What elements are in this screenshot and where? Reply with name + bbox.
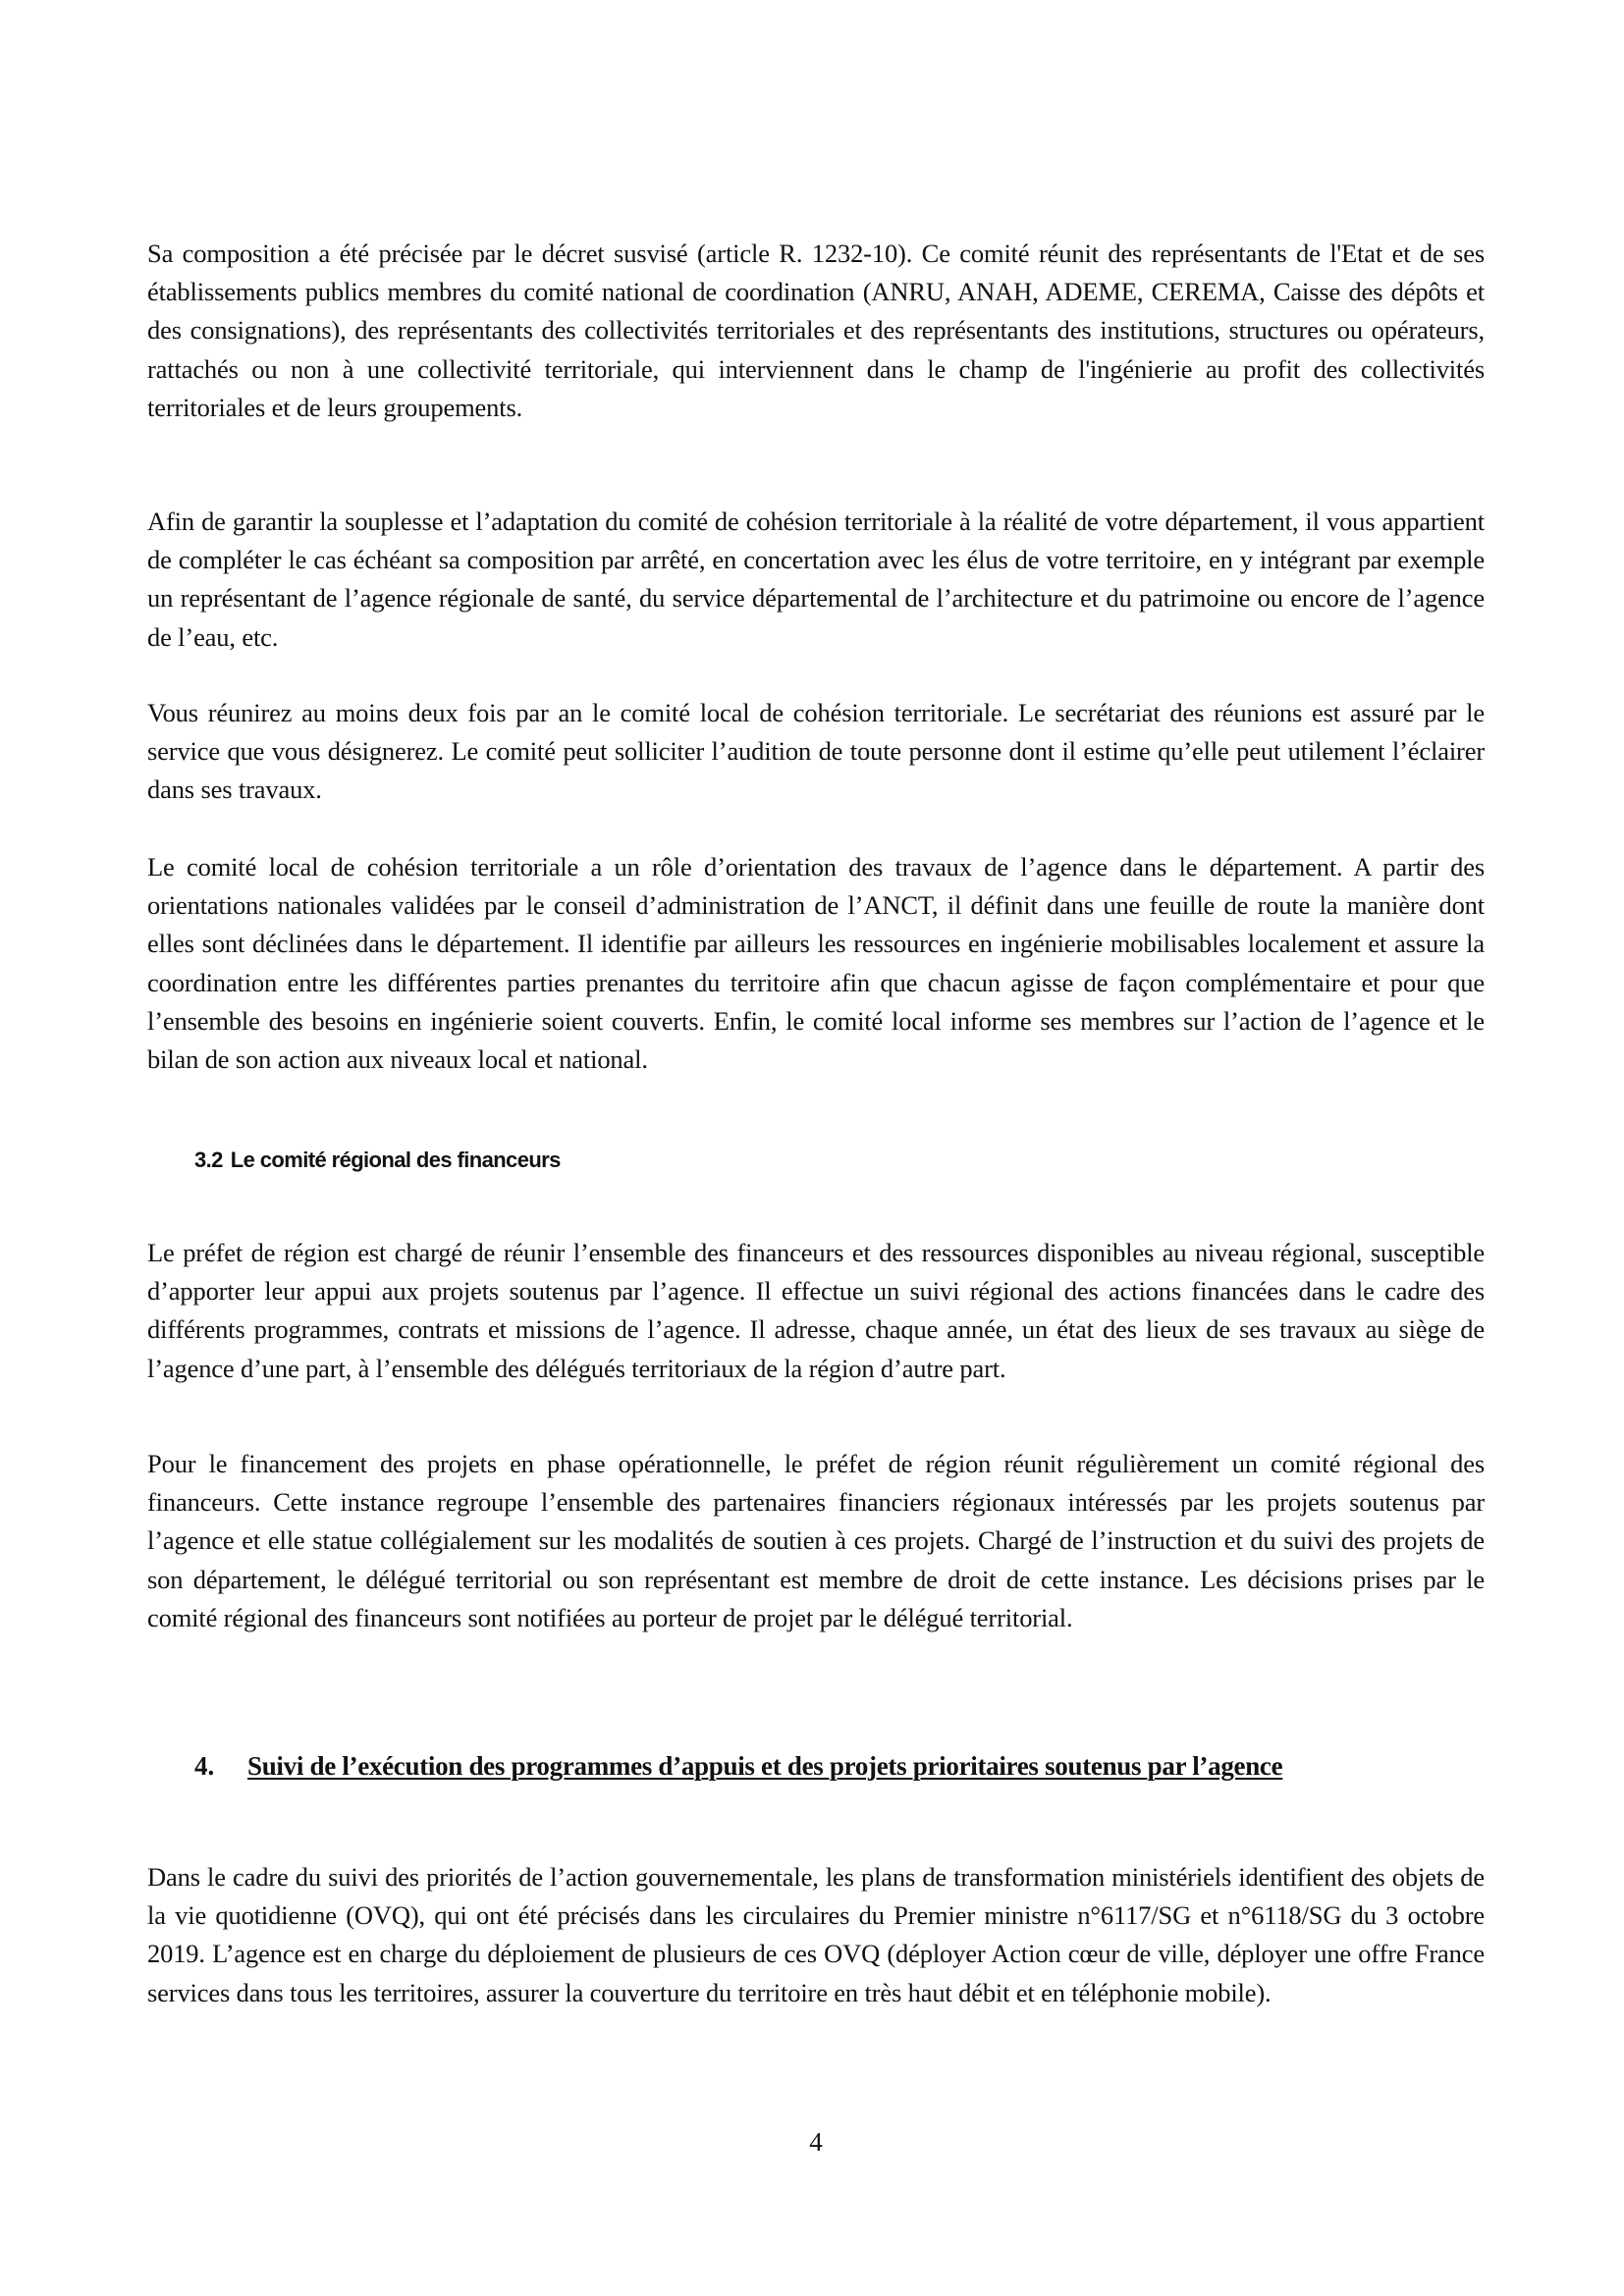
paragraph-financement: Pour le financement des projets en phase opérationnelle, le préfet de région réunit régulièrement un comité régional des financeurs. Cette instance regroupe l’ensemble des partenaires financiers régionaux intéressés par les projets soutenus par l’agence et elle statue collégialement sur les modalités de soutien à ces projets. Chargé de l’instruction et du suivi des projets de son département, le délégué territorial ou son représentant est membre de droit de cette instance. Les décisions prises par le comité régional des financeurs sont notifiées au porteur de projet par le délégué territorial. [147, 1449, 1485, 1632]
paragraph-souplesse: Afin de garantir la souplesse et l’adaptation du comité de cohésion territoriale à la réalité de votre département, il vous appartient de compléter le cas échéant sa composition par arrêté, en concertation avec les élus de votre territoire, en y intégrant par exemple un représentant de l’agence régionale de santé, du service départemental de l’architecture et du patrimoine ou encore de l’agence de l’eau, etc. [147, 507, 1485, 652]
paragraph-reunions: Vous réunirez au moins deux fois par an le comité local de cohésion territoriale. Le secrétariat des réunions est assuré par le service que vous désignerez. Le comité peut solliciter l’audition de toute personne dont il estime qu’elle peut utilement l’éclairer dans ses travaux. [147, 698, 1485, 805]
paragraph-role: Le comité local de cohésion territoriale a un rôle d’orientation des travaux de l’agence dans le département. A partir des orientations nationales validées par le conseil d’administration de l’ANCT, il définit dans une feuille de route la manière dont elles sont déclinées dans le département. Il identifie par ailleurs les ressources en ingénierie mobilisables localement et assure la coordination entre les différentes parties prenantes du territoire afin que chacun agisse de façon complémentaire et pour que l’ensemble des besoins en ingénierie soient couverts. Enfin, le comité local informe ses membres sur l’action de l’agence et le bilan de son action aux niveaux local et national. [147, 852, 1485, 1075]
document-page [147, 0, 1485, 2296]
section-4-heading [194, 1747, 1485, 1785]
paragraph-ovq: Dans le cadre du suivi des priorités de l’action gouvernementale, les plans de transformation ministériels identifient des objets de la vie quotidienne (OVQ), qui ont été précisés dans les circulaires du Premier ministre n°6117/SG et n°6118/SG du 3 octobre 2019. L’agence est en charge du déploiement de plusieurs de ces OVQ (déployer Action cœur de ville, déployer une offre France services dans tous les territoires, assurer la couverture du territoire en très haut débit et en téléphonie mobile). [147, 1862, 1485, 2007]
section-3-2-heading [194, 1146, 561, 1175]
section-3-2-title: Le comité régional des financeurs [230, 1148, 561, 1172]
paragraph-prefet: Le préfet de région est chargé de réunir l’ensemble des financeurs et des ressources disponibles au niveau régional, susceptible d’apporter leur appui aux projets soutenus par l’agence. Il effectue un suivi régional des actions financées dans le cadre des différents programmes, contrats et missions de l’agence. Il adresse, chaque année, un état des lieux de ses travaux au siège de l’agence d’une part, à l’ensemble des délégués territoriaux de la région d’autre part. [147, 1238, 1485, 1383]
paragraph-composition: Sa composition a été précisée par le décret susvisé (article R. 1232-10). Ce comité réunit des représentants de l'Etat et de ses établissements publics membres du comité national de coordination (ANRU, ANAH, ADEME, CEREMA, Caisse des dépôts et des consignations), des représentants des collectivités territoriales et des représentants des institutions, structures ou opérateurs, rattachés ou non à une collectivité territoriale, qui interviennent dans le champ de l'ingénierie au profit des collectivités territoriales et de leurs groupements. [147, 239, 1485, 422]
page-number: 4 [809, 2127, 823, 2157]
section-4-number: 4. [194, 1751, 215, 1781]
section-3-2-number: 3.2 [194, 1148, 223, 1172]
section-4-title: Suivi de l’exécution des programmes d’appuis et des projets prioritaires soutenus par l’agence [247, 1751, 1283, 1781]
